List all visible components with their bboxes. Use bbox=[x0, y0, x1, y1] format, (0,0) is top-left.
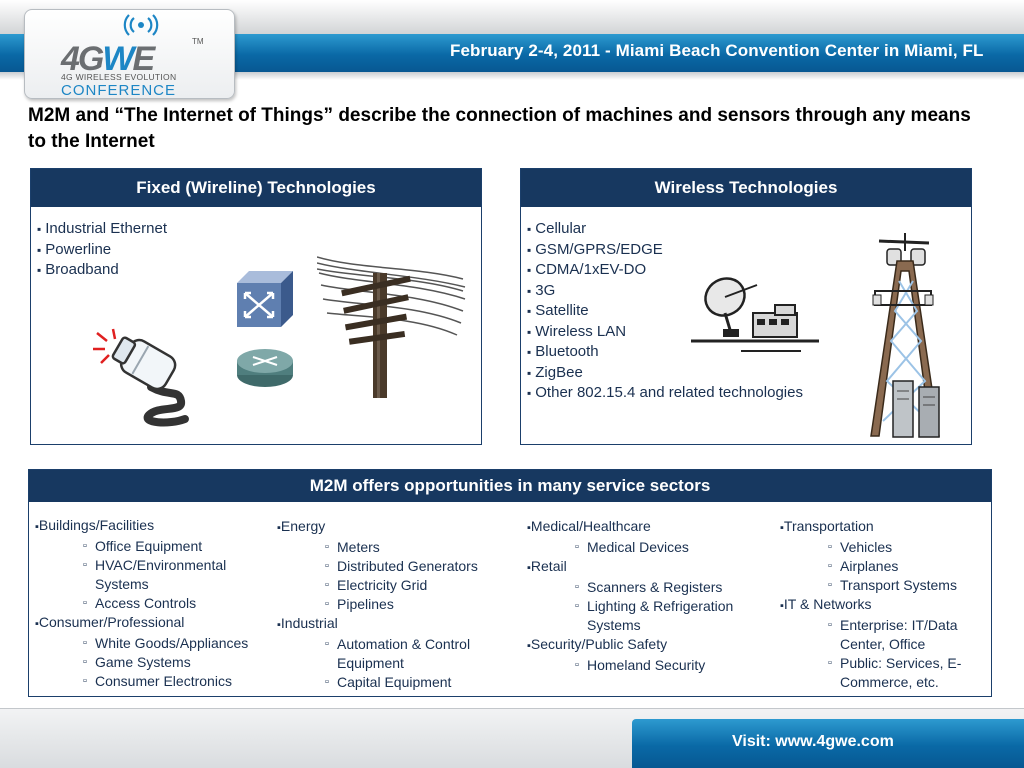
sector-category: ▪ Industrial bbox=[277, 614, 527, 635]
sector-item: ▫ Automation & Control Equipment bbox=[277, 635, 497, 673]
sector-item: ▫ Access Controls bbox=[35, 594, 280, 613]
sector-item: ▫ Vehicles bbox=[780, 538, 985, 557]
sector-item: ▫ Public: Services, E-Commerce, etc. bbox=[780, 654, 980, 692]
cell-tower-illustration bbox=[869, 231, 969, 441]
fixed-technologies-heading: Fixed (Wireline) Technologies bbox=[31, 169, 481, 207]
sector-item: ▫ Homeland Security bbox=[527, 656, 777, 675]
list-item: ▪ Powerline bbox=[37, 240, 167, 261]
list-item: ▪ ZigBee bbox=[527, 363, 803, 384]
service-sectors-panel bbox=[28, 469, 992, 697]
utility-pole-illustration bbox=[317, 253, 467, 398]
sector-item: ▫ Airplanes bbox=[780, 557, 985, 576]
wireless-technologies-panel bbox=[520, 168, 972, 445]
wireless-technologies-heading: Wireless Technologies bbox=[521, 169, 971, 207]
logo-conference: CONFERENCE bbox=[61, 82, 177, 99]
sector-item: ▫ HVAC/Environmental Systems bbox=[35, 556, 265, 594]
list-item: ▪ CDMA/1xEV-DO bbox=[527, 260, 803, 281]
sector-item: ▫ Enterprise: IT/Data Center, Office bbox=[780, 616, 980, 654]
list-item: ▪ Bluetooth bbox=[527, 342, 803, 363]
wireless-signal-icon bbox=[121, 14, 161, 40]
list-item: ▪ 3G bbox=[527, 281, 803, 302]
list-item: ▪ Industrial Ethernet bbox=[37, 219, 167, 240]
sector-category: ▪ Medical/Healthcare bbox=[527, 517, 777, 538]
router-icon bbox=[235, 345, 297, 389]
fixed-technologies-panel bbox=[30, 168, 482, 445]
sector-column-2 bbox=[277, 517, 527, 692]
list-item: ▪ Broadband bbox=[37, 260, 167, 281]
sector-column-4 bbox=[780, 517, 985, 692]
logo-trademark: TM bbox=[192, 37, 204, 46]
sector-column-3 bbox=[527, 517, 777, 675]
fixed-technologies-list bbox=[37, 219, 167, 281]
sector-item: ▫ Distributed Generators bbox=[277, 557, 527, 576]
sector-category: ▪ Security/Public Safety bbox=[527, 635, 777, 656]
logo-subtitle: 4G WIRELESS EVOLUTION bbox=[61, 72, 177, 82]
sector-item: ▫ Capital Equipment bbox=[277, 673, 527, 692]
sector-item: ▫ Pipelines bbox=[277, 595, 527, 614]
service-sectors-heading: M2M offers opportunities in many service sectors bbox=[29, 470, 991, 502]
sector-item: ▫ Transport Systems bbox=[780, 576, 985, 595]
slide-title: M2M and “The Internet of Things” describe the connection of machines and sensors through any means to the Internet bbox=[28, 105, 971, 152]
sector-item: ▫ Consumer Electronics bbox=[35, 672, 280, 691]
sector-category: ▪ IT & Networks bbox=[780, 595, 985, 616]
sector-category: ▪ Buildings/Facilities bbox=[35, 516, 280, 537]
event-date-location: February 2-4, 2011 - Miami Beach Convention Center in Miami, FL bbox=[450, 41, 984, 60]
sector-category: ▪ Transportation bbox=[780, 517, 985, 538]
list-item: ▪ GSM/GPRS/EDGE bbox=[527, 240, 803, 261]
conference-logo[interactable] bbox=[24, 9, 235, 99]
sector-category: ▪ Energy bbox=[277, 517, 527, 538]
list-item: ▪ Wireless LAN bbox=[527, 322, 803, 343]
sector-item: ▫ Scanners & Registers bbox=[527, 578, 777, 597]
sector-category: ▪ Retail bbox=[527, 557, 777, 578]
logo-wordmark: 4GWE bbox=[61, 40, 154, 78]
list-item: ▪ Satellite bbox=[527, 301, 803, 322]
network-switch-icon bbox=[235, 269, 297, 331]
sector-item: ▫ Office Equipment bbox=[35, 537, 280, 556]
sector-category: ▪ Consumer/Professional bbox=[35, 613, 280, 634]
website-link[interactable]: Visit: www.4gwe.com bbox=[732, 733, 894, 750]
sector-item: ▫ Game Systems bbox=[35, 653, 280, 672]
sector-item: ▫ White Goods/Appliances bbox=[35, 634, 280, 653]
sector-column-1 bbox=[35, 516, 280, 691]
sector-item: ▫ Meters bbox=[277, 538, 527, 557]
network-plug-illustration bbox=[89, 327, 219, 427]
satellite-dish-illustration bbox=[691, 273, 821, 355]
list-item: ▪ Other 802.15.4 and related technologies bbox=[527, 383, 803, 404]
sector-item: ▫ Electricity Grid bbox=[277, 576, 527, 595]
sector-item: ▫ Lighting & Refrigeration Systems bbox=[527, 597, 762, 635]
sector-item: ▫ Medical Devices bbox=[527, 538, 777, 557]
list-item: ▪ Cellular bbox=[527, 219, 803, 240]
